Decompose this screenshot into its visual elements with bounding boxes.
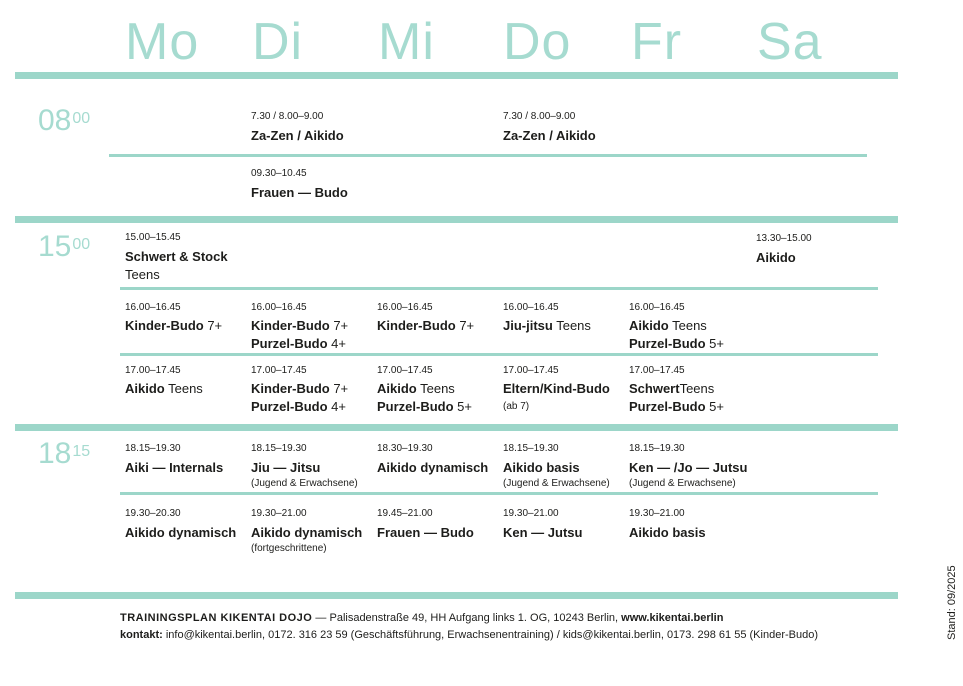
footer-divider	[15, 592, 898, 599]
class-slot-do-1930	[503, 507, 628, 542]
website-link[interactable]: www.kikentai.berlin	[621, 612, 724, 624]
day-header-fr: Fr	[631, 13, 683, 71]
class-slot-fr-1600	[629, 301, 754, 353]
slot-time: 7.30 / 8.00–9.00	[251, 111, 324, 122]
slot-note: (Jugend & Erwachsene)	[503, 478, 610, 489]
class-slot-do-zazen	[503, 110, 628, 145]
slot-time: 09.30–10.45	[251, 168, 307, 179]
slot-title: Za-Zen / Aikido	[251, 128, 344, 143]
footer-line-address: TRAININGSPLAN KIKENTAI DOJO — Palisadenstraße 49, HH Aufgang links 1. OG, 10243 Berlin, www.kikentai.berlin	[120, 612, 724, 624]
slot-title: SchwertTeens	[629, 381, 715, 396]
class-slot-di-1700	[251, 364, 376, 416]
slot-title: Aikido basis	[503, 460, 580, 475]
class-slot-di-1930	[251, 507, 376, 556]
slot-time: 7.30 / 8.00–9.00	[503, 111, 576, 122]
slot-time: 15.00–15.45	[125, 232, 181, 243]
class-slot-mo-1700	[125, 364, 250, 398]
time-label-15: $15^{00}$	[38, 230, 91, 263]
row-separator	[120, 492, 878, 495]
class-slot-di-zazen	[251, 110, 376, 145]
slot-time: 16.00–16.45	[125, 302, 181, 313]
slot-time: 19.30–21.00	[629, 508, 685, 519]
slot-title: Aiki — Internals	[125, 460, 224, 475]
slot-note: (ab 7)	[503, 401, 530, 412]
day-header-sa: Sa	[757, 13, 823, 71]
slot-time: 18.15–19.30	[251, 443, 307, 454]
slot-title: Jiu-jitsu Teens	[503, 318, 591, 333]
slot-title: Za-Zen / Aikido	[503, 128, 596, 143]
class-slot-mo-1600	[125, 301, 250, 335]
slot-time: 17.00–17.45	[629, 365, 685, 376]
slot-title: Aikido dynamisch	[125, 525, 237, 540]
class-slot-do-1700	[503, 364, 628, 414]
class-slot-mi-1945	[377, 507, 502, 542]
section-divider-15	[15, 216, 898, 223]
class-slot-di-frauen	[251, 167, 376, 202]
slot-subtitle: Teens	[125, 267, 160, 282]
class-slot-fr-1700	[629, 364, 754, 416]
class-slot-mi-1700	[377, 364, 502, 416]
slot-title: Frauen — Budo	[251, 185, 348, 200]
class-slot-di-1600	[251, 301, 376, 353]
slot-title: Schwert & Stock	[125, 249, 228, 264]
slot-time: 17.00–17.45	[377, 365, 433, 376]
class-slot-mi-1830	[377, 442, 502, 477]
slot-time: 18.15–19.30	[125, 443, 181, 454]
slot-note: (fortgeschrittene)	[251, 543, 327, 554]
slot-time: 17.00–17.45	[503, 365, 559, 376]
slot-time: 19.30–21.00	[503, 508, 559, 519]
time-label-18: $18^{15}$	[38, 437, 91, 470]
contact-text: info@kikentai.berlin, 0172. 316 23 59 (Geschäftsführung, Erwachsenentraining) / kids@kikentai.berlin, 0173. 298 61 55 (Kinder-Budo)	[162, 629, 818, 641]
slot-title-2: Purzel-Budo 4+	[251, 399, 346, 414]
day-header-di: Di	[252, 13, 304, 71]
footer-address: Palisadenstraße 49, HH Aufgang links 1. OG, 10243 Berlin,	[329, 612, 622, 624]
slot-note: (Jugend & Erwachsene)	[251, 478, 358, 489]
slot-title: Aikido	[756, 250, 796, 265]
section-divider-18	[15, 424, 898, 431]
slot-title: Ken — /Jo — Jutsu	[629, 460, 748, 475]
day-header-mo: Mo	[125, 13, 200, 71]
slot-title-2: Purzel-Budo 5+	[629, 336, 724, 351]
slot-time: 16.00–16.45	[377, 302, 433, 313]
row-separator	[120, 353, 878, 356]
slot-time: 17.00–17.45	[125, 365, 181, 376]
slot-title-2: Purzel-Budo 5+	[377, 399, 472, 414]
slot-title: Aikido dynamisch	[377, 460, 489, 475]
class-slot-mi-1600	[377, 301, 502, 335]
slot-time: 18.15–19.30	[503, 443, 559, 454]
class-slot-sa-aikido	[756, 232, 881, 267]
slot-title: Aikido dynamisch	[251, 525, 363, 540]
slot-title: Ken — Jutsu	[503, 525, 583, 540]
slot-time: 18.15–19.30	[629, 443, 685, 454]
class-slot-do-1600	[503, 301, 628, 335]
slot-time: 16.00–16.45	[503, 302, 559, 313]
slot-title: Aikido Teens	[125, 381, 203, 396]
class-slot-fr-1815	[629, 442, 754, 491]
slot-time: 16.00–16.45	[251, 302, 307, 313]
class-slot-mo-schwert	[125, 231, 250, 284]
class-slot-di-1815	[251, 442, 376, 491]
day-header-mi: Mi	[378, 13, 435, 71]
day-header-do: Do	[503, 13, 572, 71]
class-slot-fr-1930	[629, 507, 754, 542]
contact-label: kontakt:	[120, 629, 163, 641]
slot-title: Kinder-Budo 7+	[251, 381, 349, 396]
row-separator	[109, 154, 867, 157]
class-slot-mo-1815	[125, 442, 250, 477]
footer-title: TRAININGSPLAN KIKENTAI DOJO	[120, 612, 313, 624]
slot-title: Kinder-Budo 7+	[377, 318, 475, 333]
slot-title: Aikido Teens	[629, 318, 707, 333]
slot-time: 19.45–21.00	[377, 508, 433, 519]
slot-title-2: Purzel-Budo 5+	[629, 399, 724, 414]
slot-title: Aikido Teens	[377, 381, 455, 396]
stand-date: Stand: 09/2025	[946, 565, 958, 640]
slot-time: 18.30–19.30	[377, 443, 433, 454]
slot-title: Frauen — Budo	[377, 525, 474, 540]
header-divider	[15, 72, 898, 79]
class-slot-do-1815	[503, 442, 628, 491]
slot-note: (Jugend & Erwachsene)	[629, 478, 736, 489]
slot-time: 19.30–20.30	[125, 508, 181, 519]
slot-time: 17.00–17.45	[251, 365, 307, 376]
slot-title: Kinder-Budo 7+	[125, 318, 223, 333]
slot-time: 16.00–16.45	[629, 302, 685, 313]
footer-line-contact	[120, 627, 818, 644]
slot-time: 19.30–21.00	[251, 508, 307, 519]
slot-title: Aikido basis	[629, 525, 706, 540]
slot-title: Kinder-Budo 7+	[251, 318, 349, 333]
slot-time: 13.30–15.00	[756, 233, 812, 244]
slot-title-2: Purzel-Budo 4+	[251, 336, 346, 351]
slot-title: Eltern/Kind-Budo	[503, 381, 610, 396]
time-label-08: $08^{00}$	[38, 104, 91, 137]
row-separator	[120, 287, 878, 290]
class-slot-mo-1930	[125, 507, 250, 542]
slot-title: Jiu — Jitsu	[251, 460, 321, 475]
